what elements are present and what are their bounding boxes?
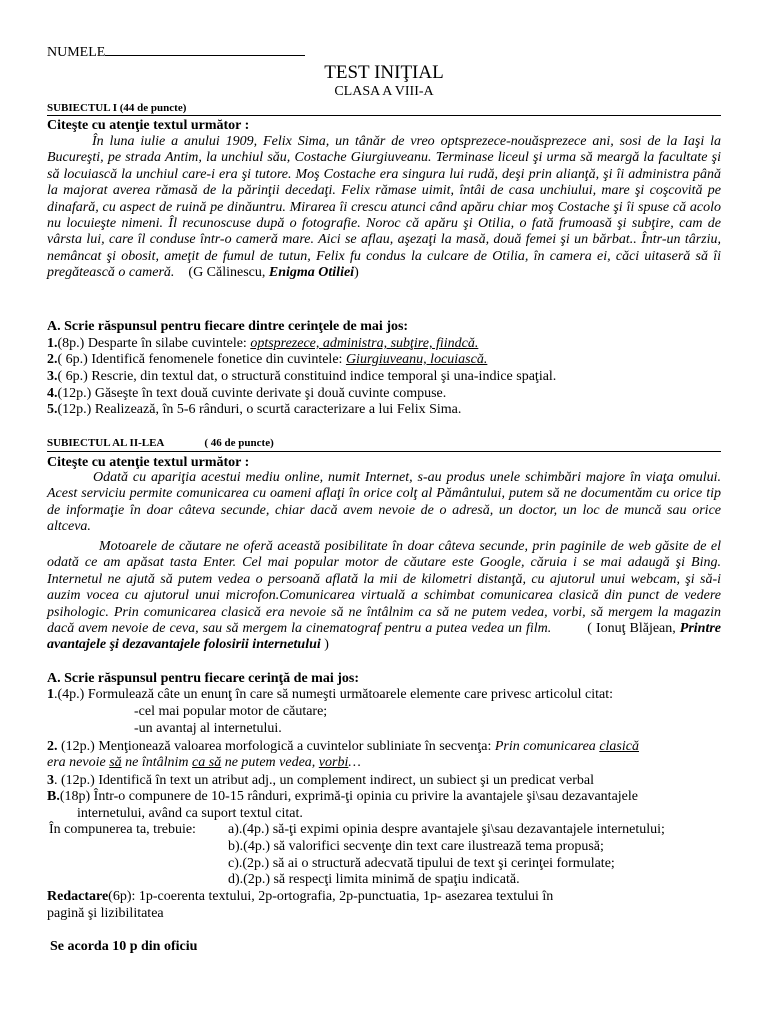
read-instruction: Citeşte cu atenţie textul următor : xyxy=(47,118,250,133)
q-number: 1 xyxy=(47,687,54,702)
q-quote-part: … xyxy=(348,755,361,770)
q-number: B. xyxy=(47,789,60,804)
question-2-1 xyxy=(47,687,613,703)
passage-1 xyxy=(47,134,721,282)
question-1-3 xyxy=(47,369,556,385)
divider xyxy=(47,115,721,116)
q-number: 2. xyxy=(47,739,58,754)
divider xyxy=(47,451,721,452)
task-heading-2: A. Scrie răspunsul pentru fiecare cerinţă de mai jos: xyxy=(47,671,359,686)
q-quote-part: ne întâlnim xyxy=(121,755,193,770)
q-quote-underlined: să xyxy=(109,755,122,770)
subject-2-points: ( 46 de puncte) xyxy=(204,437,274,449)
q-number: 1. xyxy=(47,336,58,351)
q-quote-underlined: vorbi xyxy=(318,755,349,770)
composition-req-a: a).(4p.) să-ţi expimi opinia despre avantajele şi\sau dezavantajele internetului; xyxy=(228,822,665,837)
test-title: TEST INIŢIAL xyxy=(324,62,444,83)
composition-req-c: c).(2p.) să ai o structură adecvată tipului de text şi cerinţei formulate; xyxy=(228,856,615,871)
q-text: ( 6p.) Rescrie, din textul dat, o structură constituind indice temporal şi una-indice spaţial. xyxy=(57,369,557,384)
passage-1-text: În luna iulie a anului 1909, Felix Sima, un tânăr de vreo optsprezece-nouăsprezece ani, sosi de la Iaşi la Bucureşti, pe strada Antim, la unchiul său, Costache Giurgiuveanu. Terminase liceul şi urma să meargă la facultate şi să locuiască la unchiul care-i era şi tutore. Moş Costache era singura lui rudă, deşi prin alianţă, şi îi administra până la majorat averea rămasă de la părinţii decedaţi. Felix rămase uimit, întâi de casa unchiului, mare şi coşcovită pe dinafară, cu aspect de ruină pe dinăuntru. Mirarea îi crescu atunci când apăru chiar moş Costache şi îi spuse că acolo nu locuieşte nimeni. Îl recunoscuse după o fotografie. Noroc că apăru şi Otilia, o fată frumoasă şi subţire, cam de vârsta lui, care îl conduse într-o cameră mare. Aici se aflau, aşezaţi la masă, două femei şi un bărbat.. Într-un târziu, nemâncat şi obosit, ameţit de fumul de tutun, Felix fu condus la culcare de Otilia, în camera ei, căci uitaseră să îi pregătească o cameră. xyxy=(47,134,721,281)
passage-1-author: (G Călinescu, xyxy=(188,265,266,281)
q-words: optsprezece, administra, subţire, fiindcă. xyxy=(250,336,479,351)
class-label: CLASA A VIII-A xyxy=(334,84,434,99)
passage-2-work: Printre avantajele şi dezavantajele folosirii internetului xyxy=(47,621,722,653)
question-1-5 xyxy=(47,402,461,418)
question-2-2-quote xyxy=(47,755,361,771)
question-2-1-item-b: -un avantaj al internetului. xyxy=(134,721,282,736)
q-text: (8p.) Desparte în silabe cuvintele: xyxy=(57,336,251,351)
q-words: Giurgiuveanu, locuiască. xyxy=(345,352,488,367)
q-text: .(4p.) Formulează câte un enunţ în care să numeşti următoarele elemente care privesc articolul citat: xyxy=(54,687,613,702)
passage-2-para-1: Odată cu apariţia acestui mediu online, numit Internet, s-au produs unele schimbări majore în viaţa omului. Acest serviciu permite comunicarea cu oameni aflaţi în orice colţ al Pământului, putem să ne documentăm cu orice tip de informaţie în doar câteva secunde, chiar dacă avem nevoie de o adresă, un doctor, un loc de muncă sau orice altceva. xyxy=(47,470,721,535)
q-quote-a: Prin comunicarea xyxy=(494,739,600,754)
question-2-b-cont: internetului, având ca suport textul citat. xyxy=(77,806,303,821)
question-1-2 xyxy=(47,352,487,368)
oficiu-note: Se acorda 10 p din oficiu xyxy=(50,939,198,954)
question-2-1-item-a: -cel mai popular motor de căutare; xyxy=(134,704,328,719)
q-text: ( 6p.) Identifică fenomenele fonetice din cuvintele: xyxy=(57,352,346,367)
composition-req-b: b).(4p.) să valorifici secvenţe din text care ilustrează tema propusă; xyxy=(228,839,604,854)
name-line xyxy=(47,43,305,61)
q-quote-underlined: ca să xyxy=(192,755,222,770)
name-blank xyxy=(105,43,305,56)
redactare-line-2: pagină şi lizibilitatea xyxy=(47,906,164,921)
question-2-3 xyxy=(47,773,594,789)
q-number: 3. xyxy=(47,369,58,384)
redactare-label: Redactare xyxy=(47,889,109,904)
composition-req-d: d).(2p.) să respecţi limita minimă de spaţiu indicată. xyxy=(228,872,520,887)
question-2-b xyxy=(47,789,638,805)
q-number: 4. xyxy=(47,386,58,401)
subject-2-title: SUBIECTUL AL II-LEA xyxy=(47,437,165,449)
question-1-4 xyxy=(47,386,446,402)
composition-label: În compunerea ta, trebuie: xyxy=(49,822,196,837)
q-quote-part: ne putem vedea, xyxy=(221,755,319,770)
q-text: (12p.) Menţionează valoarea morfologică a cuvintelor subliniate în secvenţa: xyxy=(57,739,495,754)
q-number: 3 xyxy=(47,773,54,788)
q-quote-underlined: clasică xyxy=(599,739,639,754)
redactare-text: (6p): 1p-coerenta textului, 2p-ortografia, 2p-punctuatia, 1p- asezarea textului în xyxy=(108,889,554,904)
q-text: . (12p.) Identifică în text un atribut adj., un complement indirect, un subiect şi un predicat verbal xyxy=(54,773,595,788)
redactare-line xyxy=(47,889,553,905)
passage-2-para-2 xyxy=(47,539,721,654)
subject-2-heading xyxy=(47,435,274,451)
q-number: 2. xyxy=(47,352,58,367)
passage-1-close: ) xyxy=(354,265,359,281)
q-number: 5. xyxy=(47,402,58,417)
name-label: NUMELE xyxy=(47,45,106,60)
passage-2-author: ( Ionuţ Blăjean, xyxy=(587,621,676,637)
q-text: (12p.) Găseşte în text două cuvinte derivate şi două cuvinte compuse. xyxy=(57,386,447,401)
passage-1-work: Enigma Otiliei xyxy=(268,265,355,281)
passage-2-text: Motoarele de căutare ne oferă această posibilitate în doar câteva secunde, prin paginile de web găsite de el odată ce am apăsat tasta Enter. Cel mai popular motor de căutare este Google, căruia i se mai adaugă şi Bing. Internetul ne ajută să putem vedea o persoană aflată la mii de kilometri distanţă, cu ajutorul unui webcam, şi să-i auzim vocea cu ajutorul unui microfon.Comunicarea virtuală a schimbat comunicarea clasică din punct de vedere psihologic. Prin comunicarea clasică era nevoie să ne întâlnim ca să ne putem vedea, vorbi, să mergem la magazin dacă avem nevoie de ceva, sau să mergem la cinematograf pentru a putea vedea un film. xyxy=(47,539,721,637)
question-2-2 xyxy=(47,739,639,755)
passage-2-close: ) xyxy=(324,637,329,653)
task-heading-1: A. Scrie răspunsul pentru fiecare dintre cerinţele de mai jos: xyxy=(47,319,409,334)
q-text: (12p.) Realizează, în 5-6 rânduri, o scurtă caracterizare a lui Felix Sima. xyxy=(57,402,462,417)
q-text: (18p) Într-o compunere de 10-15 rânduri, exprimă-ţi opinia cu privire la avantajele şi\sau dezavantajele xyxy=(59,789,638,804)
q-quote-part: era nevoie xyxy=(47,755,110,770)
question-1-1 xyxy=(47,336,478,352)
subject-1-heading: SUBIECTUL I (44 de puncte) xyxy=(47,102,187,114)
read-instruction: Citeşte cu atenţie textul următor : xyxy=(47,455,250,470)
